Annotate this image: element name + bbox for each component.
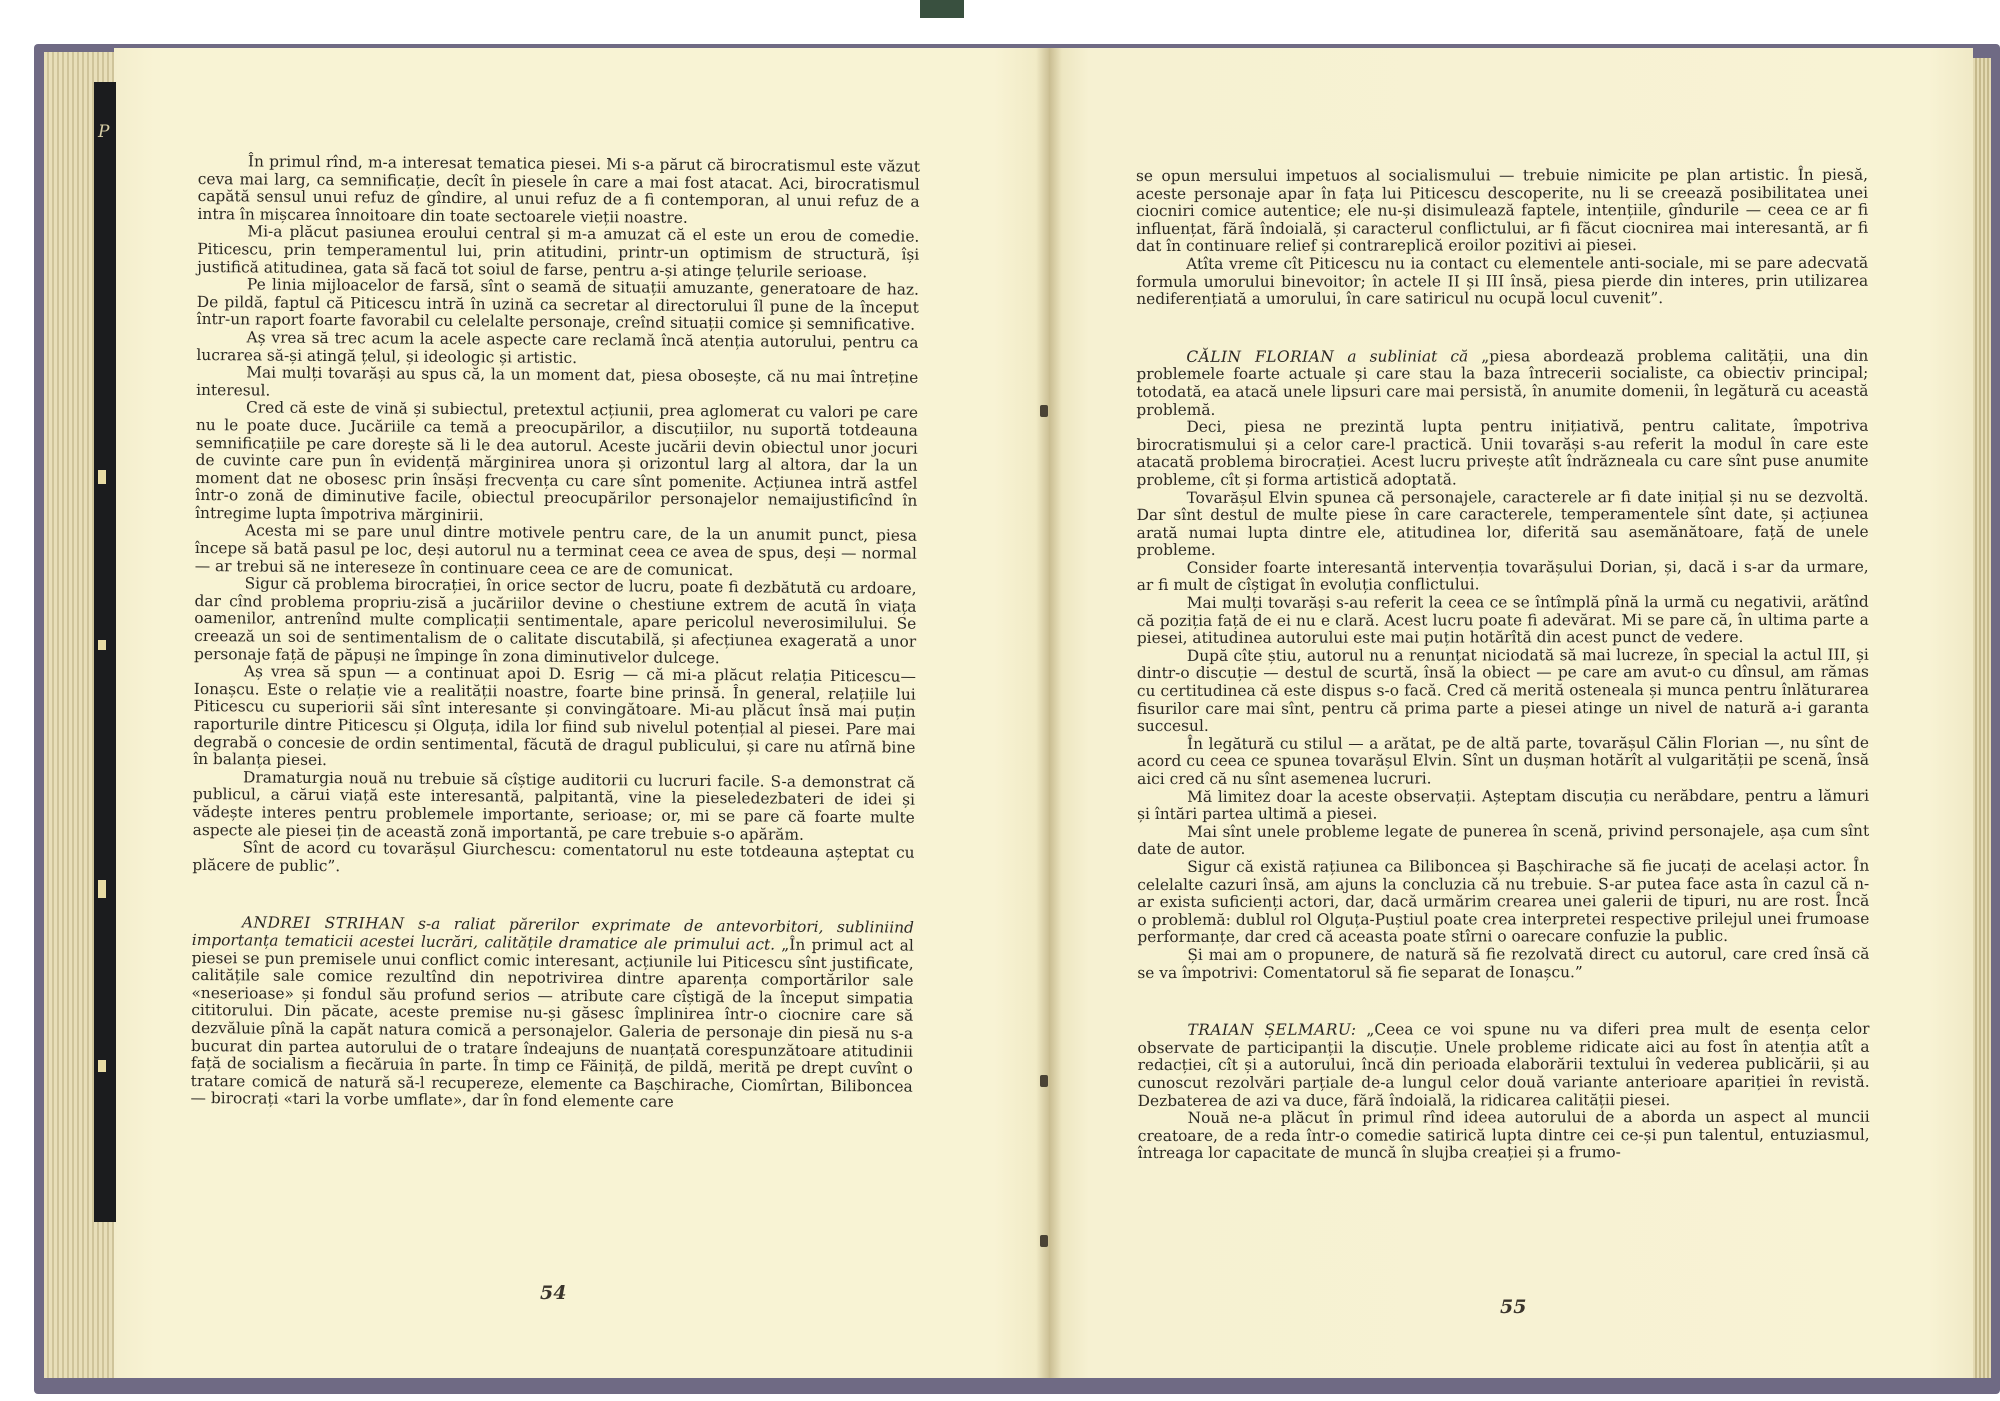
paragraph: Mai sînt unele probleme legate de punerea în scenă, privind personajele, așa cum sînt date de autor. — [1137, 821, 1870, 859]
paragraph: Deci, piesa ne prezintă lupta pentru inițiativă, pentru calitate, împotriva birocratismului și a celor care-l practică. Unii tovarăși s-au referit la modul în care este atacată problema birocrației. Acest lucru privește atît îndrăzneala cu care sînt puse anumite probleme, cît și forma artistică adoptată. — [1136, 416, 1869, 489]
paragraph: Sigur că există rațiunea ca Biliboncea și Bașchirache să fie jucați de același actor. În celelalte cazuri însă, am ajuns la concluzia că nu trebuie. S-ar putea face asta în cazul că n-ar exista suficienți actori, dar, dacă urmărim crearea unei galerii de tipuri, nu are rost. Încă o problemă: dublul rol Olguța-Puștiul poate crea interpretei respective prilejul unei frumoase performanțe, dar cred că aceasta poate stîrni o oarecare confuzie la public. — [1137, 856, 1870, 947]
paragraph: Dramaturgia nouă nu trebuie să cîștige auditorii cu lucruri facile. S-a demonstrat că publicul, a cărui viață este interesantă, palpitantă, vine la pieseledezbateri de idei și vădește interes pentru problemele importante, serioase; or, mi se pare că foarte multe aspecte ale piesei țin de această zonă importantă, pe care trebuie s-o apărăm. — [192, 768, 916, 844]
page-number-left: 54 — [540, 1282, 567, 1304]
paragraph: În primul rînd, m-a interesat tematica piesei. Mi s-a părut că birocratismul este văzut ceva mai larg, ca semnificație, decît în piesele în care a mai fost atacat. Aci, birocratismul capătă sensul unui refuz de gîndire, al unui refuz de a fi contemporan, al unui refuz de a intra în mișcarea înnoitoare din toate sectoarele vieții noastre. — [197, 152, 920, 227]
tab-mark — [98, 470, 106, 484]
paragraph: Pe linia mijloacelor de farsă, sînt o seamă de situații amuzante, generatoare de haz. De pildă, faptul că Piticescu intră în uzină ca secretar al directorului îl pune de la început într-un raport foarte favorabil cu celelalte personaje, creînd situații comice și semnificative. — [196, 275, 920, 334]
book-gutter — [1036, 48, 1062, 1378]
tab-mark — [98, 1060, 106, 1072]
speaker-intro: s-a raliat părerilor exprimate de antevorbitori, subliniind importanța tematicii acestei lucrări, calitățile dramatice ale primului act. — [191, 914, 915, 954]
paragraph: Acesta mi se pare unul dintre motivele pentru care, de la un anumit punct, piesa începe să bată pasul pe loc, deși autorul nu a terminat ceea ce avea de spus, deși — normal — ar trebui să ne intereseze în continuare ceea ce are de comunicat. — [194, 521, 918, 579]
speaker-text: „piesa abordează problema calității, una din problemele foarte actuale și care stau la baza întrecerii socialiste, ca obiectiv principal; totodată, ea atacă unele lipsuri care mai persistă, în anumite domenii, în legătură cu această problemă. — [1136, 346, 1869, 419]
paragraph: Mai mulți tovarăși au spus că, la un moment dat, piesa obosește, că nu mai întreține interesul. — [196, 363, 919, 400]
binding-stitch — [1040, 405, 1048, 417]
tab-mark — [98, 640, 106, 650]
speaker-text: „În primul act al piesei se pun premisele unui conflict comic interesant, acțiunile lui Piticescu sînt justificate, calitățile sale comice rezultînd din nepotrivirea dintre aparența comportărilor sale «neserioase» și fondul său profund serios — atribute care cîștigă de la început simpatia cititorului. Din păcate, aceste premise nu-și găsesc împlinirea într-o ciocnire care să dezvăluie pînă la capăt natura comică a personajelor. Galeria de personaje din piesă nu s-a bucurat din partea autorului de o tratare îndeajuns de nuanțată corespunzătoare atitudinii față de socialism a fiecăruia în parte. În timp ce Făiniță, de pildă, merită pe drept cuvînt o tratare comică de natură să-l recupereze, elemente ca Bașchirache, Ciomîrtan, Biliboncea — birocrați «tari la vorbe umflate», dar în fond elemente care — [190, 935, 914, 1112]
paragraph: Cred că este de vină și subiectul, pretextul acțiunii, prea aglomerat cu valori pe care nu le poate duce. Jucăriile ca temă a preocupărilor, a discuțiilor, nu suportă totdeauna semnificațiile pe care dorește să li le dea autorul. Aceste jucării devin obiectul unor jocuri de cuvinte care pun în evidență mărginirea unora și orizontul larg al altora, dar la un moment dat ne obosesc prin însăși frecvența cu care sînt pomenite. Acțiunea intră astfel într-o zonă de diminutive facile, obiectul preocupărilor personajelor nemaijustificînd în întregime lupta împotriva mărginirii. — [195, 398, 919, 525]
speaker-name: ANDREI STRIHAN — [241, 913, 405, 933]
index-tab-strip — [94, 82, 116, 1222]
speaker-paragraph — [191, 914, 914, 1113]
paragraph: Consider foarte interesantă intervenția tovarășului Dorian, și, dacă i s-ar da urmare, ar fi mult de cîștigat în evoluția conflictului. — [1136, 557, 1869, 595]
paragraph: Aș vrea să spun — a continuat apoi D. Esrig — că mi-a plăcut relația Piticescu—Ionașcu. Este o relație vie a realității noastre, foarte bine prinsă. În general, relațiile lui Piticescu cu superiorii săi sînt interesante și convingătoare. Mi-au plăcut însă mai puțin raporturile dintre Piticescu și Olguța, idila lor fiind sub nivelul potențial al piesei. Pare mai degrabă o concesie de ordin sentimental, făcută de dragul publicului, și care nu atîrnă bine în balanța piesei. — [193, 662, 916, 770]
book-spine-top — [920, 0, 964, 18]
right-page-edges — [1973, 58, 1991, 1378]
paragraph: Mă limitez doar la aceste observații. Așteptam discuția cu nerăbdare, pentru a lămuri și întări partea ultimă a piesei. — [1137, 786, 1870, 824]
left-page-text — [191, 153, 920, 1114]
paragraph: Și mai am o propunere, de natură să fie rezolvată direct cu autorul, care cred însă că se va împotrivi: Comentatorul să fie separat de Ionașcu.” — [1137, 944, 1870, 982]
speaker-name: TRAIAN ȘELMARU: — [1187, 1020, 1357, 1040]
paragraph: Atîta vreme cît Piticescu nu ia contact cu elementele anti-sociale, mi se pare adecvată formula umorului binevoitor; în actele II și III însă, piesa pierde din interes, prin utilizarea nediferențiată a umorului, în care satiricul nu ocupă locul cuvenit”. — [1136, 253, 1869, 309]
paragraph: În legătură cu stilul — a arătat, pe de altă parte, tovarășul Călin Florian —, nu sînt de acord cu ceea ce spunea tovarășul Elvin. Sînt un dușman hotărît al vulgarității pe scenă, însă aici cred că nu sînt asemenea lucruri. — [1137, 733, 1870, 788]
paragraph: Sigur că problema birocrației, în orice sector de lucru, poate fi dezbătută cu ardoare, dar cînd problema propriu-zisă a jucăriilor devine o chestiune extrem de acută în viața oamenilor, antrenînd multe complicații sentimentale, apare pericolul neverosimilului. Se creează un soi de sentimentalism de o calitate discutabilă, și afecțiunea exagerată a unor personaje față de păpuși ne împinge în zona diminutivelor dulcege. — [193, 574, 917, 667]
binding-stitch — [1040, 1235, 1048, 1247]
paragraph: Aș vrea să trec acum la acele aspecte care reclamă încă atenția autorului, pentru ca lucrarea să-și atingă țelul, și ideologic și artistic. — [196, 328, 919, 367]
paragraph: Mi-a plăcut pasiunea eroului central și m-a amuzat că el este un erou de comedie. Piticescu, prin temperamentul lui, prin atitudini, printr-un optimism de structură, își justifică atitudinea, gata să facă tot soiul de farse, pentru a-și atinge țelurile serioase. — [197, 222, 920, 281]
index-tab-letter: P — [98, 122, 110, 142]
speaker-name: CĂLIN FLORIAN — [1186, 347, 1335, 366]
paragraph: Nouă ne-a plăcut în primul rînd ideea autorului de a aborda un aspect al muncii creatoare, de a reda într-o comedie satirică lupta dintre cei ce-și pun talentul, entuziasmul, întreaga lor capacitate de muncă în slujba creației și a frumo- — [1137, 1107, 1870, 1163]
paragraph: Sînt de acord cu tovarășul Giurchescu: comentatorul nu este totdeauna așteptat cu plăcere de public”. — [192, 838, 915, 875]
paragraph: Tovarășul Elvin spunea că personajele, caracterele ar fi date inițial și nu se dezvoltă. Dar sînt destul de multe piese în care caracterele, temperamentele sînt date, și acțiunea arată numai lupta dintre ele, atitudinea lor, diferită sau asemănătoare, față de unele probleme. — [1136, 487, 1869, 560]
tab-mark — [98, 880, 106, 898]
paragraph: După cîte știu, autorul nu a renunțat niciodată să mai lucreze, în special la actul III, și dintr-o discuție — destul de scurtă, însă la obiect — pe care am avut-o cu dînsul, am rămas cu certitudinea că este dispus s-o facă. Cred că merită osteneala și munca pentru înlăturarea fisurilor care mai sînt, pentru că prima parte a piesei atinge un nivel de natură a-i garanta succesul. — [1136, 645, 1869, 736]
speaker-text: „Ceea ce voi spune nu va diferi prea mult de esența celor observate de participanții la discuție. Unele probleme ridicate aici au fost în atenția atît a redacției, cît și a autorului, încă din perioada elaborării textului în vederea publicării, și au cunoscut rezolvări parțiale de-a lungul celor două variante anterioare apariției în revistă. Dezbaterea de azi va duce, fără îndoială, la ridicarea calității piesei. — [1137, 1019, 1870, 1110]
page-number-right: 55 — [1500, 1296, 1527, 1318]
speaker-paragraph — [1137, 1021, 1869, 1110]
binding-stitch — [1040, 1075, 1048, 1087]
speaker-intro: a subliniat că — [1334, 347, 1469, 366]
paragraph: Mai mulți tovarăși s-au referit la ceea ce se întîmplă pînă la urmă cu negativii, arătînd că poziția față de ei nu e clară. Acest lucru poate fi adevărat. Mi se pare că, în ultima parte a piesei, atitudinea autorului este mai puțin hotărîtă din acest punct de vedere. — [1136, 592, 1869, 648]
paragraph: se opun mersului impetuos al socialismului — trebuie nimicite pe plan artistic. În piesă, aceste personaje apar în fața lui Piticescu descoperite, nu li se creează posibilitatea unei ciocniri comice autentice; ele nu-și disimulează faptele, intențiile, gîndurile — ceea ce ar fi influențat, fără îndoială, și caracterul conflictului, ar fi făcut ciocnirea mai interesantă, ar fi dat în continuare relief și contrareplică eroilor pozitivi ai piesei. — [1135, 165, 1869, 256]
right-page-text — [1136, 167, 1870, 1163]
speaker-paragraph — [1136, 347, 1868, 419]
